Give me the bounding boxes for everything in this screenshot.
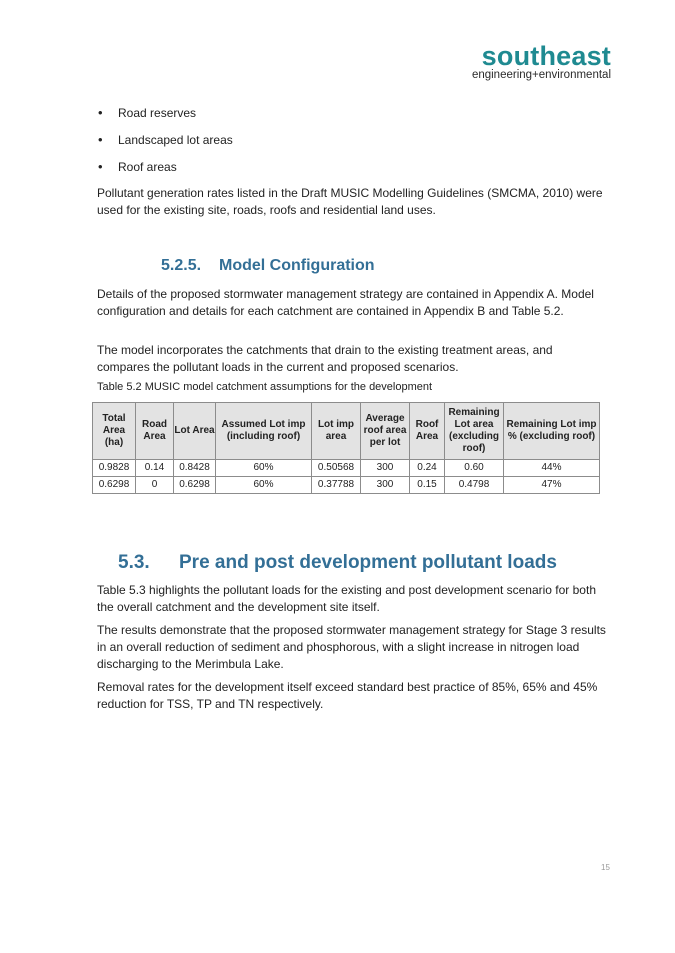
table-cell: 300: [361, 460, 410, 477]
table-cell: 0.4798: [445, 477, 504, 494]
paragraph-pollutant-rates: Pollutant generation rates listed in the Draft MUSIC Modelling Guidelines (SMCMA, 2010) were used for the existing site, roads, roofs and residential land uses.: [97, 186, 603, 217]
column-header: Total Area (ha): [93, 403, 136, 460]
bullet-list: [98, 104, 233, 185]
section-title: Model Configuration: [219, 257, 375, 274]
list-item: • Roof areas: [98, 159, 177, 174]
table-cell: 0.8428: [174, 460, 216, 477]
bullet-icon: •: [98, 159, 103, 174]
table-caption: Table 5.2 MUSIC model catchment assumptions for the development: [97, 381, 433, 393]
list-item: • Road reserves: [98, 105, 197, 120]
table-cell: 60%: [216, 460, 312, 477]
company-logo: [472, 42, 611, 82]
table-cell: 0.60: [445, 460, 504, 477]
bullet-icon: •: [98, 132, 103, 147]
paragraph-removal-rates: Removal rates for the development itself exceed standard best practice of 85%, 65% and 45% reduction for TSS, TP and TN respectively.: [97, 680, 598, 711]
paragraph-model-details: Details of the proposed stormwater management strategy are contained in Appendix A. Model configuration and details for each catchment are contained in Appendix B and Table 5.2.: [97, 287, 594, 318]
table-cell: 0.14: [136, 460, 174, 477]
paragraph-model-catchments: The model incorporates the catchments that drain to the existing treatment areas, and compares the pollutant loads in the current and proposed scenarios.: [97, 343, 553, 374]
section-number: 5.3.: [118, 552, 150, 573]
table-row: [93, 477, 600, 494]
table-cell: 60%: [216, 477, 312, 494]
column-header: Roof Area: [410, 403, 445, 460]
page-number: 15: [601, 863, 610, 872]
table-cell: 0.50568: [312, 460, 361, 477]
column-header: Remaining Lot imp % (excluding roof): [504, 403, 600, 460]
column-header: Assumed Lot imp (including roof): [216, 403, 312, 460]
section-title: Pre and post development pollutant loads: [179, 552, 557, 573]
logo-wordmark: southeast: [481, 41, 611, 71]
column-header: Lot Area: [174, 403, 216, 460]
table-cell: 44%: [504, 460, 600, 477]
table-cell: 300: [361, 477, 410, 494]
table-cell: 0.6298: [93, 477, 136, 494]
table-cell: 0.6298: [174, 477, 216, 494]
table-cell: 0: [136, 477, 174, 494]
table-cell: 47%: [504, 477, 600, 494]
section-number: 5.2.5.: [161, 257, 202, 274]
column-header: Lot imp area: [312, 403, 361, 460]
table-header-row: [93, 403, 600, 460]
column-header: Road Area: [136, 403, 174, 460]
table-cell: 0.9828: [93, 460, 136, 477]
table-row: [93, 460, 600, 477]
paragraph-results: The results demonstrate that the proposed stormwater management strategy for Stage 3 results in an overall reduction of sediment and phosphorous, with a slight increase in nitrogen load discharging to the Merimbula Lake.: [97, 623, 606, 671]
list-item: • Landscaped lot areas: [98, 132, 233, 147]
section-heading-5-2-5: [161, 257, 375, 275]
logo-tagline: engineering+environmental: [471, 69, 611, 81]
section-heading-5-3: [118, 552, 557, 574]
bullet-icon: •: [98, 105, 103, 120]
catchment-assumptions-table: [92, 402, 600, 494]
table-cell: 0.37788: [312, 477, 361, 494]
table-cell: 0.24: [410, 460, 445, 477]
column-header: Remaining Lot area (excluding roof): [445, 403, 504, 460]
paragraph-pollutant-loads: Table 5.3 highlights the pollutant loads for the existing and post development scenario for both the overall catchment and the development site itself.: [97, 583, 596, 614]
table-cell: 0.15: [410, 477, 445, 494]
column-header: Average roof area per lot: [361, 403, 410, 460]
